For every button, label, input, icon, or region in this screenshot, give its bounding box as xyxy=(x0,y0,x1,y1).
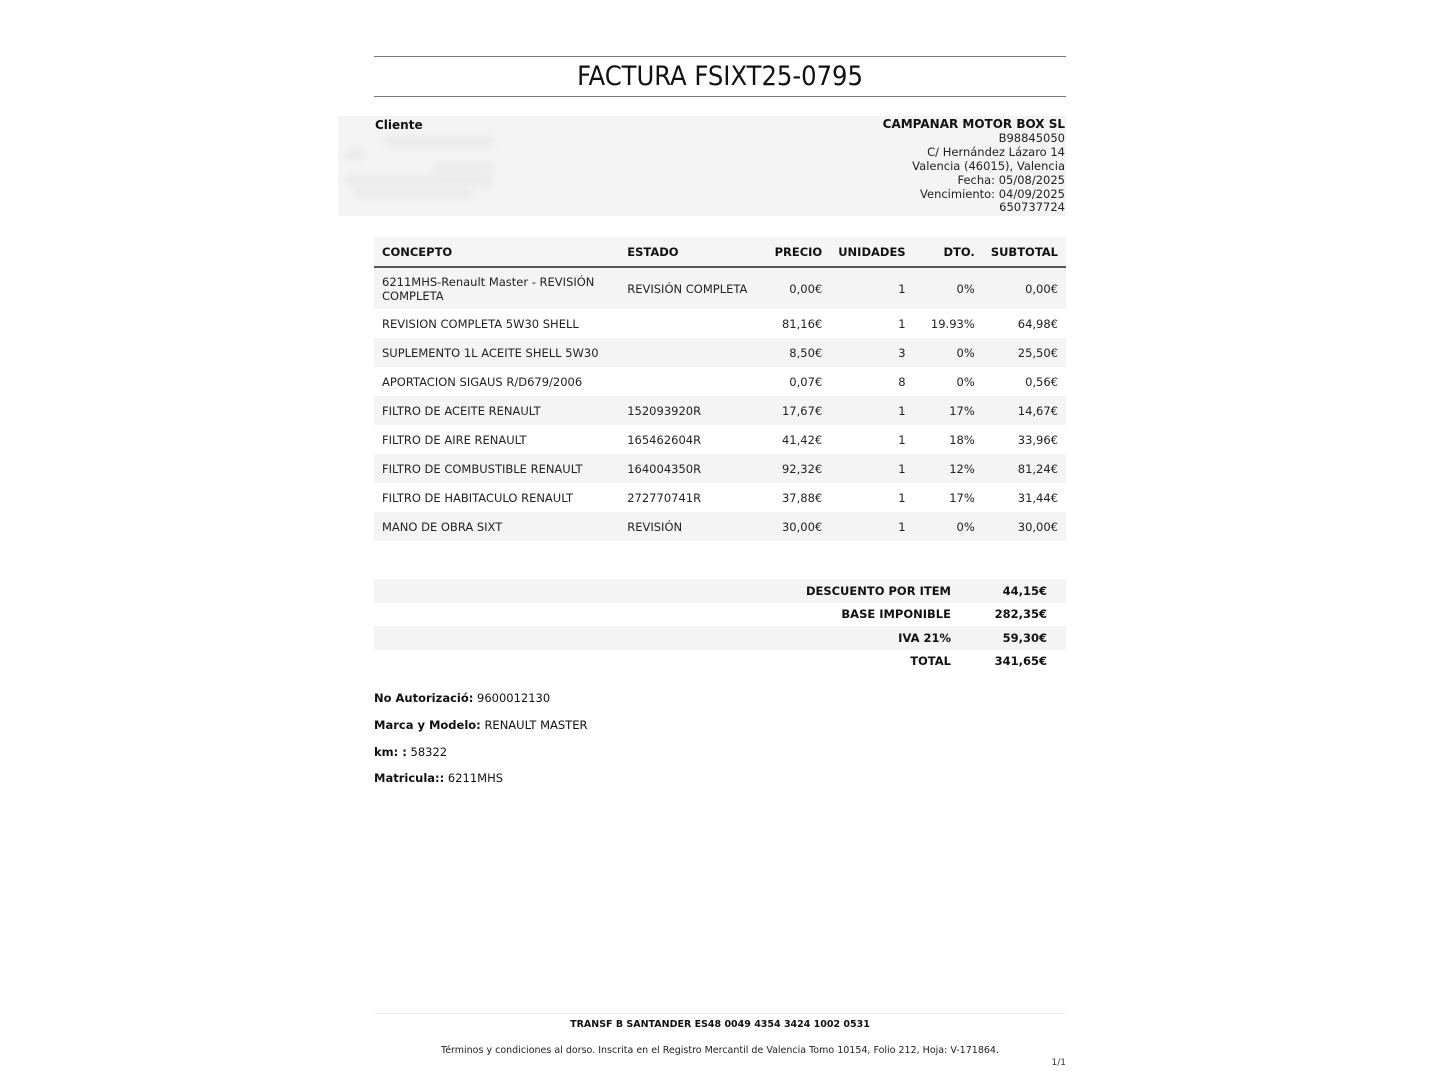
cell-concepto: SUPLEMENTO 1L ACEITE SHELL 5W30 xyxy=(374,338,619,367)
cell-precio: 92,32€ xyxy=(761,454,830,483)
cell-concepto: FILTRO DE HABITACULO RENAULT xyxy=(382,490,574,505)
meta-value: 6211MHS xyxy=(447,771,504,786)
table-row xyxy=(374,396,1066,425)
meta-key: km: : xyxy=(374,744,407,759)
total-label: DESCUENTO POR ITEM xyxy=(805,583,951,598)
line-items-table xyxy=(374,237,1066,541)
meta-key: No Autorizació: xyxy=(374,691,474,705)
cell-estado xyxy=(619,338,761,367)
cell-subtotal: 64,98€ xyxy=(1017,316,1058,331)
table-row xyxy=(374,454,1066,483)
meta-brand-model xyxy=(374,717,587,744)
cell-estado: 272770741R xyxy=(627,490,702,505)
total-value: 341,65€ xyxy=(994,654,1047,669)
table-row xyxy=(374,483,1066,512)
cell-unidades: 3 xyxy=(830,338,913,367)
meta-key: Matricula:: xyxy=(374,771,445,786)
cell-dto: 0% xyxy=(914,267,983,309)
invoice-due-date: Vencimiento: 04/09/2025 xyxy=(920,186,1065,201)
cell-estado: REVISIÓN COMPLETA xyxy=(619,267,761,309)
meta-key: Marca y Modelo: xyxy=(374,717,481,732)
total-row-grand xyxy=(374,650,1066,674)
cell-dto: 17% xyxy=(949,490,975,505)
cell-subtotal: 33,96€ xyxy=(1017,432,1058,447)
cell-concepto: REVISION COMPLETA 5W30 SHELL xyxy=(382,316,579,331)
cell-unidades: 1 xyxy=(898,490,906,505)
header-subtotal: SUBTOTAL xyxy=(983,237,1066,267)
table-row xyxy=(374,512,1066,541)
cell-subtotal: 30,00€ xyxy=(983,512,1066,541)
totals-section xyxy=(374,579,1066,673)
cell-estado xyxy=(619,367,761,396)
cell-unidades: 1 xyxy=(898,432,906,447)
table-row xyxy=(374,338,1066,367)
table-row xyxy=(374,367,1066,396)
header-concepto: CONCEPTO xyxy=(374,237,619,267)
total-label: IVA 21% xyxy=(898,630,951,645)
title-top-rule xyxy=(374,56,1066,57)
cell-estado: 164004350R xyxy=(619,454,761,483)
vehicle-info xyxy=(374,690,587,797)
cell-estado xyxy=(619,309,761,338)
cell-unidades: 1 xyxy=(830,396,913,425)
invoice-title: FACTURA FSIXT25-0795 xyxy=(577,61,863,92)
table-row xyxy=(374,267,1066,309)
invoice-date: Fecha: 05/08/2025 xyxy=(957,172,1065,187)
cell-precio: 41,42€ xyxy=(781,432,823,447)
header-dto: DTO. xyxy=(914,237,983,267)
total-value: 282,35€ xyxy=(994,607,1047,622)
cell-unidades: 1 xyxy=(830,454,913,483)
cell-dto: 0% xyxy=(914,338,983,367)
meta-value: 9600012130 xyxy=(477,691,551,705)
bank-transfer-info: TRANSF B SANTANDER ES48 0049 4354 3424 1002 0531 xyxy=(570,1019,870,1030)
company-cif: B98845050 xyxy=(998,130,1065,145)
cell-concepto: FILTRO DE ACEITE RENAULT xyxy=(374,396,619,425)
cell-subtotal: 81,24€ xyxy=(983,454,1066,483)
cell-precio: 81,16€ xyxy=(781,316,823,331)
meta-km xyxy=(374,744,587,771)
page-number: 1/1 xyxy=(1051,1058,1066,1068)
cell-unidades: 1 xyxy=(830,267,913,309)
cell-concepto: 6211MHS-Renault Master - REVISIÓN COMPLETA xyxy=(374,267,619,309)
cell-dto: 0% xyxy=(914,512,983,541)
total-label: TOTAL xyxy=(910,654,951,669)
meta-value: RENAULT MASTER xyxy=(484,717,588,732)
meta-value: 58322 xyxy=(410,744,448,759)
cell-subtotal: 0,56€ xyxy=(1025,374,1058,389)
cell-subtotal: 25,50€ xyxy=(983,338,1066,367)
company-phone: 650737724 xyxy=(999,200,1065,215)
cell-dto: 12% xyxy=(914,454,983,483)
title-bottom-rule xyxy=(374,96,1066,97)
cell-dto: 0% xyxy=(956,374,975,389)
cell-dto: 17% xyxy=(914,396,983,425)
invoice-page xyxy=(374,0,1066,1080)
cell-concepto: FILTRO DE COMBUSTIBLE RENAULT xyxy=(374,454,619,483)
client-label: Cliente xyxy=(375,118,423,132)
header-estado: ESTADO xyxy=(619,237,761,267)
company-info xyxy=(883,118,1065,215)
total-row-discount xyxy=(374,579,1066,603)
cell-subtotal: 0,00€ xyxy=(983,267,1066,309)
meta-authorization xyxy=(374,690,587,717)
total-value: 44,15€ xyxy=(1002,583,1047,598)
cell-subtotal: 14,67€ xyxy=(983,396,1066,425)
table-row xyxy=(374,309,1066,338)
company-name: CAMPANAR MOTOR BOX SL xyxy=(882,117,1065,131)
terms-text: Términos y condiciones al dorso. Inscrita en el Registro Mercantil de Valencia Tomo 10154, Folio 212, Hoja: V-171864. xyxy=(441,1045,999,1056)
cell-estado: 152093920R xyxy=(619,396,761,425)
table-row xyxy=(374,425,1066,454)
footer-divider xyxy=(374,1013,1066,1014)
cell-precio: 0,00€ xyxy=(761,267,830,309)
client-details-redacted xyxy=(344,132,504,216)
meta-plate xyxy=(374,770,587,797)
cell-dto: 18% xyxy=(949,432,975,447)
cell-subtotal: 31,44€ xyxy=(1017,490,1058,505)
cell-concepto: MANO DE OBRA SIXT xyxy=(374,512,619,541)
company-city: Valencia (46015), Valencia xyxy=(912,158,1065,173)
cell-dto: 19.93% xyxy=(930,316,975,331)
cell-precio: 30,00€ xyxy=(761,512,830,541)
cell-estado: 165462604R xyxy=(627,432,702,447)
table-header-row xyxy=(374,237,1066,267)
cell-unidades: 8 xyxy=(898,374,906,389)
cell-concepto: APORTACION SIGAUS R/D679/2006 xyxy=(382,374,583,389)
total-value: 59,30€ xyxy=(1002,630,1047,645)
cell-precio: 0,07€ xyxy=(789,374,823,389)
total-row-base xyxy=(374,603,1066,627)
total-label: BASE IMPONIBLE xyxy=(841,607,951,622)
cell-precio: 17,67€ xyxy=(761,396,830,425)
header-unidades: UNIDADES xyxy=(830,237,913,267)
header-precio: PRECIO xyxy=(761,237,830,267)
cell-estado: REVISIÓN xyxy=(619,512,761,541)
cell-concepto: FILTRO DE AIRE RENAULT xyxy=(382,432,527,447)
cell-unidades: 1 xyxy=(830,512,913,541)
cell-unidades: 1 xyxy=(898,316,906,331)
cell-precio: 8,50€ xyxy=(761,338,830,367)
total-row-iva xyxy=(374,626,1066,650)
company-address: C/ Hernández Lázaro 14 xyxy=(927,144,1065,159)
cell-precio: 37,88€ xyxy=(781,490,823,505)
